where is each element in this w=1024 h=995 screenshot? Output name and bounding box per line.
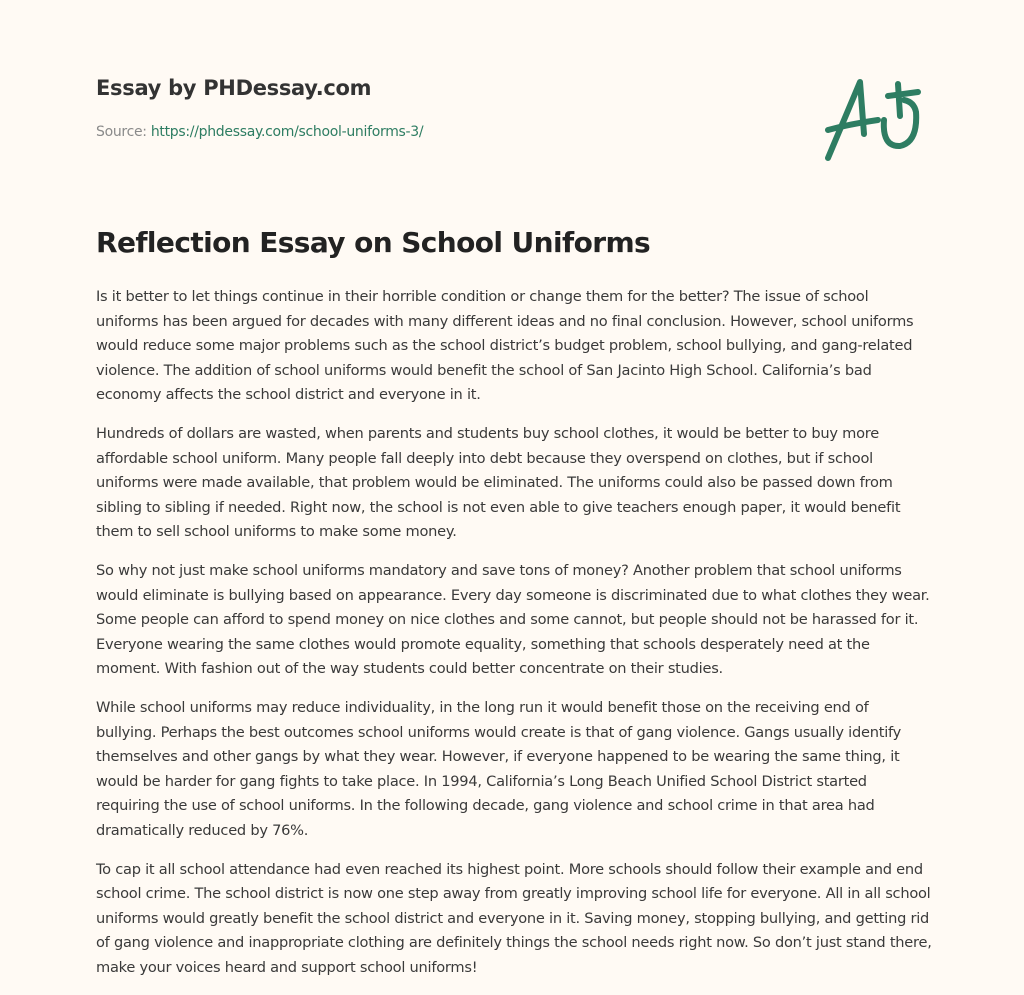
brand-title: Essay by PHDessay.com	[96, 76, 372, 100]
essay-paragraph: To cap it all school attendance had even reached its highest point. More schools should follow their example and end school crime. The school district is now one step away from greatly improving school life for everyone. All in all school uniforms would greatly benefit the school district and everyone in it. Saving money, stopping bullying, and getting rid of gang violence and inappropriate clothing are definitely things the school needs right now. So don’t just stand there, make your voices heard and support school uniforms!	[96, 860, 932, 976]
essay-paragraph: While school uniforms may reduce individuality, in the long run it would benefit those on the receiving end of bullying. Perhaps the best outcomes school uniforms would create is that of gang violence. Gangs usually identify themselves and other gangs by what they wear. However, if everyone happened to be wearing the same thing, it would be harder for gang fights to take place. In 1994, California’s Long Beach Unified School District started requiring the use of school uniforms. In the following decade, gang violence and school crime in that area had dramatically reduced by 76%.	[96, 699, 902, 839]
essay-body	[96, 285, 932, 995]
essay-paragraph: Is it better to let things continue in their horrible condition or change them for the better? The issue of school uniforms has been argued for decades with many different ideas and no final conclusion. However, school uniforms would reduce some major problems such as the school district’s budget problem, school bullying, and gang-related violence. The addition of school uniforms would benefit the school of San Jacinto High School. California’s bad economy affects the school district and everyone in it.	[96, 288, 914, 403]
a-plus-logo-icon	[820, 72, 930, 167]
source-line	[96, 124, 423, 140]
source-label: Source:	[96, 124, 147, 140]
essay-title: Reflection Essay on School Uniforms	[96, 226, 651, 259]
source-link[interactable]: https://phdessay.com/school-uniforms-3/	[150, 124, 424, 140]
essay-paragraph: Hundreds of dollars are wasted, when parents and students buy school clothes, it would be better to buy more affordable school uniform. Many people fall deeply into debt because they overspend on clothes, but if school uniforms were made available, that problem would be eliminated. The uniforms could also be passed down from sibling to sibling if needed. Right now, the school is not even able to give teachers enough paper, it would benefit them to sell school uniforms to make some money.	[96, 425, 901, 540]
essay-paragraph: So why not just make school uniforms mandatory and save tons of money? Another problem that school uniforms would eliminate is bullying based on appearance. Every day someone is discriminated due to what clothes they wear. Some people can afford to spend money on nice clothes and some cannot, but people should not be harassed for it. Everyone wearing the same clothes would promote equality, something that schools desperately need at the moment. With fashion out of the way students could better concentrate on their studies.	[96, 562, 930, 677]
